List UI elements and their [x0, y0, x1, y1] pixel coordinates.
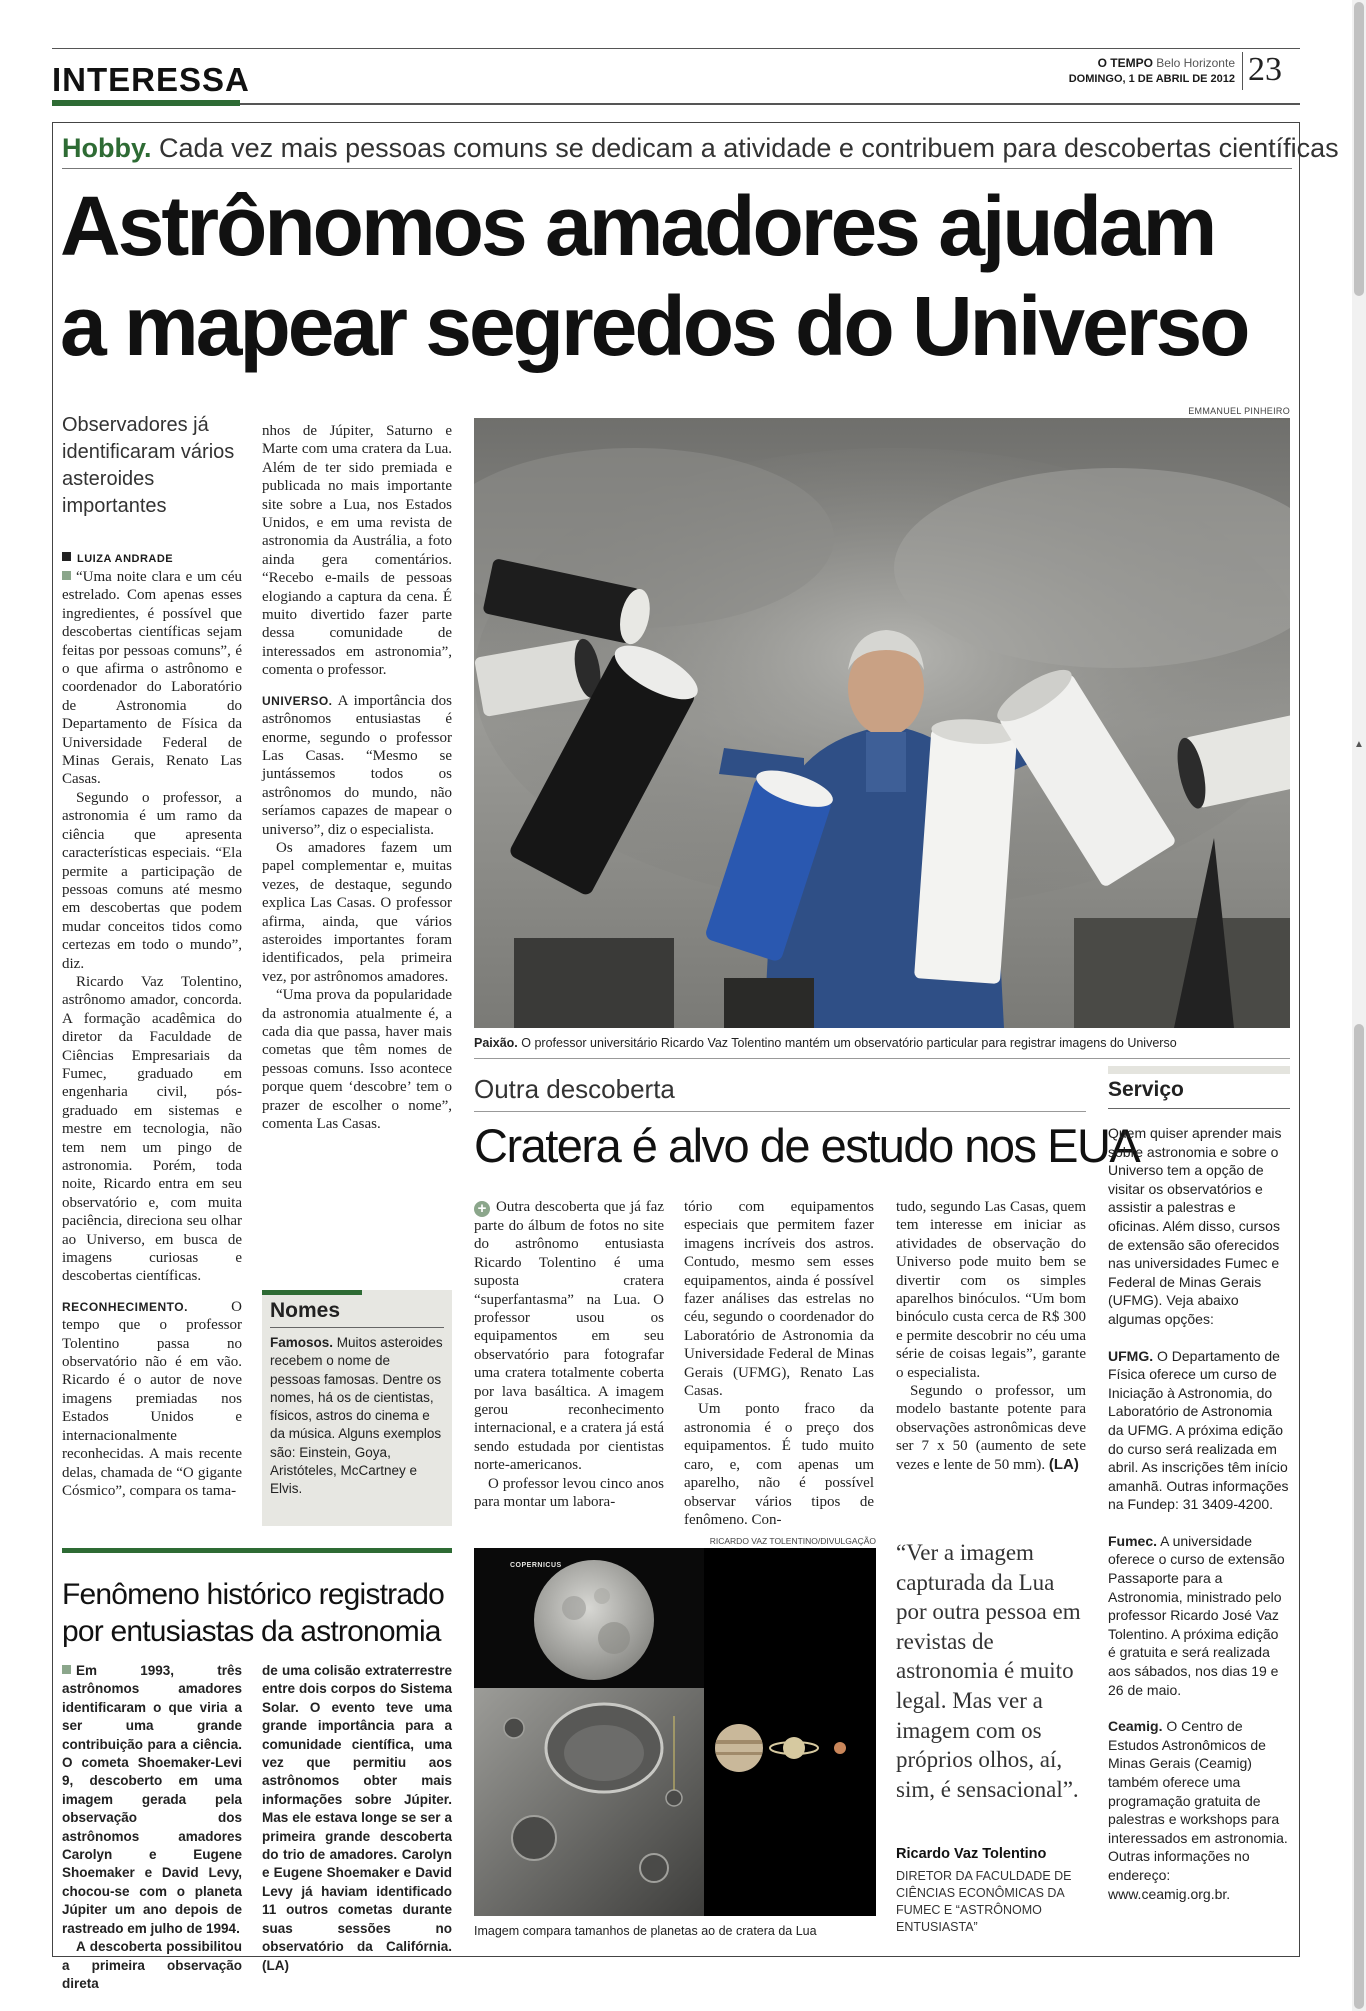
moon-planets-image	[474, 1548, 876, 1916]
pull-quote: “Ver a imagem capturada da Lua por outra pessoa em revistas de astronomia é muito legal. Mas ver a imagem com os próprios olhos, aí, sim, é sensacional”.	[896, 1540, 1081, 1802]
moon-image-caption: Imagem compara tamanhos de planetas ao de cratera da Lua	[474, 1924, 817, 1938]
main-col1-para-1: “Uma noite clara e um céu estrelado. Com apenas esses ingredientes, é possível que descobertas científicas sejam feitas por pessoas comuns”, é o que afirma o astrônomo e coordenador do Laboratório de Astronomia do Departamento de Física da Universidade Federal de Minas Gerais, Renato Las Casas.	[62, 569, 242, 788]
historic-col1-para-2: A descoberta possibilitou a primeira observação direta	[62, 1939, 242, 1991]
caption-text: O professor universitário Ricardo Vaz Tolentino mantém um observatório particular para registrar imagens do Universo	[521, 1036, 1177, 1050]
page-number-divider	[1242, 52, 1243, 90]
lead-square	[62, 571, 71, 580]
scroll-caret-icon[interactable]: ▲	[1354, 739, 1364, 750]
crater-col3-para-1: tudo, segundo Las Casas, quem tem interesse em iniciar as atividades de observação do Universo pode muito bem se divertir com os simples aparelhos binóculos. “Um bom binóculo custa cerca de R$ 300 e permite descobrir no céu uma série de coisas legais”, garante o especialista.	[896, 1199, 1086, 1381]
subhead-kicker: Hobby.	[62, 133, 152, 163]
header-rule	[240, 103, 1300, 105]
moon-planets-graphic	[474, 1548, 876, 1916]
moon-image-label: COPERNICUS	[510, 1562, 562, 1569]
top-rule	[52, 48, 1300, 49]
quote-role: DIRETOR DA FACULDADE DE CIÊNCIAS ECONÔMICAS DA FUMEC E “ASTRÔNOMO ENTUSIASTA”	[896, 1869, 1072, 1934]
crater-col1-para-2: O professor levou cinco anos para montar um labora-	[474, 1475, 664, 1511]
moon-image-credit: RICARDO VAZ TOLENTINO/DIVULGAÇÃO	[709, 1536, 876, 1546]
main-col1-para-2: Segundo o professor, a astronomia é um ramo da ciência que apresenta características especiais. “Ela permite a participação de pessoas comuns até mesmo em descobertas que podem mudar conceitos tidos como certezas em todo o mundo”, diz.	[62, 789, 242, 972]
crater-column-2	[684, 1198, 874, 1529]
main-column-2	[262, 422, 452, 1133]
crater-column-1	[474, 1198, 664, 1512]
city: Belo Horizonte	[1156, 56, 1235, 70]
telescopes-photo	[474, 418, 1290, 1028]
quote-name: Ricardo Vaz Tolentino	[896, 1846, 1047, 1862]
main-headline	[60, 176, 1292, 376]
saturn	[783, 1737, 805, 1759]
historic-column-1	[62, 1662, 242, 1993]
nomes-kicker: Famosos.	[270, 1335, 334, 1350]
main-col2-para-3: Os amadores fazem um papel complementar e, muitas vezes, de destaque, segundo explica Las Casas. O professor afirma, ainda, que vários asteroides importantes foram identificados, pela primeira vez, por astrônomos amadores.	[262, 839, 452, 985]
page-number: 23	[1248, 51, 1282, 88]
historic-headline-line-2: por entusiastas da astronomia	[62, 1615, 441, 1648]
crater-headline: Cratera é alvo de estudo nos EUA	[474, 1119, 1140, 1172]
main-column-1	[62, 568, 242, 1500]
main-headline-line-2: a mapear segredos do Universo	[60, 279, 1248, 373]
paper-name: O TEMPO	[1097, 56, 1153, 70]
plus-icon: +	[474, 1201, 490, 1217]
servico-item-ufmg: UFMG. O Departamento de Física oferece um curso de Iniciação à Astronomia, do Laboratório de Astronomia da UFMG. A próxima edição do curso será realizada em abril. As inscrições têm início amanhã. Outras informações na Fundep: 31 3409-4200.	[1108, 1347, 1289, 1513]
historic-headline	[62, 1576, 462, 1650]
servico-item-name: Fumec.	[1108, 1532, 1158, 1549]
main-col2-para-2: UNIVERSO. A importância dos astrônomos entusiastas é enorme, segundo o professor Las Casas. “Mesmo se juntássemos todos os astrônomos do mundo, não seríamos capazes de mapear o universo”, diz o especialista.	[262, 692, 452, 838]
servico-title: Serviço	[1108, 1078, 1184, 1101]
full-moon	[534, 1560, 654, 1680]
edition-date: DOMINGO, 1 DE ABRIL DE 2012	[1068, 73, 1235, 85]
photo-credit: EMMANUEL PINHEIRO	[1188, 406, 1290, 416]
deck: Observadores já identificaram vários asteroides importantes	[62, 414, 235, 517]
crater-kicker-rule	[474, 1111, 1086, 1112]
nomes-box	[262, 1290, 452, 1526]
servico-intro: Quem quiser aprender mais sobre astronomia e sobre o Universo tem a opção de visitar os observatórios e assistir a palestras e oficinas. Além disso, cursos de extensão são oferecidos nas universidades Fumec e Federal de Minas Gerais (UFMG). Veja abaixo algumas opções:	[1108, 1125, 1282, 1327]
runin-universo: UNIVERSO.	[262, 693, 333, 708]
crater-column-3	[896, 1198, 1086, 1474]
scrollbar-thumb-lower[interactable]	[1354, 1024, 1364, 2009]
servico-body	[1108, 1124, 1290, 1921]
subhead-rule	[62, 168, 1292, 169]
byline	[62, 552, 173, 565]
scrollbar-thumb-upper[interactable]	[1354, 2, 1364, 296]
byline-square	[62, 552, 71, 561]
nomes-title: Nomes	[270, 1299, 341, 1322]
subhead-text: Cada vez mais pessoas comuns se dedicam a atividade e contribuem para descobertas científicas	[159, 133, 1339, 163]
runin-reconhecimento: RECONHECIMENTO.	[62, 1299, 188, 1314]
section-accent-bar	[52, 100, 240, 106]
nomes-text: Famosos. Muitos asteroides recebem o nome de pessoas famosas. Dentre os nomes, há os de cientistas, físicos, astros do cinema e da música. Alguns exemplos são: Einstein, Goya, Aristóteles, McCartney e Elvis.	[270, 1335, 443, 1497]
servico-rule	[1108, 1108, 1290, 1109]
main-headline-line-1: Astrônomos amadores ajudam	[60, 179, 1215, 273]
servico-item-fumec: Fumec. A universidade oferece o curso de extensão Passaporte para a Astronomia, ministrado pelo professor Ricardo José Vaz Tolentino. A próxima edição é gratuita e será realizada aos sábados, nos dias 19 e 26 de maio.	[1108, 1532, 1285, 1698]
servico-accent	[1108, 1066, 1290, 1074]
section-title: INTERESSA	[52, 61, 250, 98]
main-col2-para-4: “Uma prova da popularidade da astronomia atualmente é, a cada dia que passa, haver mais cometas que têm nomes de pessoas comuns. Isso acontece porque quem ‘descobre’ tem o prazer de escolher o nome”, comenta Las Casas.	[262, 987, 452, 1133]
main-col1-para-4: RECONHECIMENTO. O tempo que o professor Tolentino passa no observatório não é em vão. Ricardo é o autor de nove imagens premiadas nos Estados Unidos e internacionalmente reconhecidas. A mais recente delas, chamada de “O gigante Cósmico”, compara os tama-	[62, 1298, 242, 1499]
servico-item-name: Ceamig.	[1108, 1718, 1163, 1735]
jupiter	[715, 1724, 763, 1772]
historic-column-2: de uma colisão extraterrestre entre dois corpos do Sistema Solar. O evento teve uma grande importância para a comunidade científica, uma vez que permitiu aos astrônomos obter mais informações sobre Júpiter. Mas ele estava longe se ser a primeira grande descoberta do trio de amadores. Carolyn e Eugene Shoemaker e David Levy já haviam identificado 11 outros cometas durante suas sessões no observatório da Califórnia. (LA)	[262, 1663, 452, 1973]
historic-accent	[62, 1548, 452, 1553]
servico-item-name: UFMG.	[1108, 1347, 1154, 1364]
crater-sign: (LA)	[1048, 1455, 1079, 1473]
crater-col1-para-1: + Outra descoberta que já faz parte do álbum de fotos no site do astrônomo entusiasta Ricardo Tolentino é uma suposta cratera “superfantasma” na Lua. O professor usou os equipamentos em seu observatório para fotografar uma cratera totalmente coberta por lava basáltica. A imagem gerou reconhecimento internacional, e a cratera já está sendo estudada por cientistas norte-americanos.	[474, 1199, 664, 1474]
mars	[834, 1742, 846, 1754]
servico-item-ceamig: Ceamig. O Centro de Estudos Astronômicos de Minas Gerais (Ceamig) também oferece uma programação gratuita de palestras e workshops para interessados em astronomia. Outras informações no endereço: www.ceamig.org.br.	[1108, 1718, 1288, 1902]
photo-caption	[474, 1036, 1290, 1050]
byline-text: LUIZA ANDRADE	[77, 553, 174, 565]
main-photo	[474, 418, 1290, 1028]
historic-headline-line-1: Fenômeno histórico registrado	[62, 1578, 445, 1611]
subhead	[62, 130, 1339, 166]
historic-col1-para-1: Em 1993, três astrônomos amadores identificaram o que viria a ser uma grande contribuição para a ciência. O cometa Shoemaker-Levi 9, descoberto em uma imagem gerada pela observação dos astrônomos amadores Carolyn e Eugene Shoemaker e David Levy, chocou-se com o planeta Júpiter um ano depois de rastreado em julho de 1994.	[62, 1663, 242, 1936]
crater-col2-para-1: tório com equipamentos especiais que permitem fazer imagens incríveis dos astros. Contudo, mesmo sem esses equipamentos, ainda é possível fazer análises das estrelas no céu, segundo o coordenador do Laboratório de Astronomia da Universidade Federal de Minas Gerais (UFMG), Renato Las Casas.	[684, 1199, 874, 1400]
crater-kicker: Outra descoberta	[474, 1074, 675, 1104]
historic-square	[62, 1665, 71, 1674]
crater-col2-para-2: Um ponto fraco da astronomia é o preço dos equipamentos. É tudo muito caro, e, com apenas um aparelho, não é possível observar vários tipos de fenômeno. Con-	[684, 1401, 874, 1528]
crater-col3-para-2: Segundo o professor, um modelo bastante potente para observações astronômicas deve ser 7 x 50 (aumento de sete vezes e lente de 50 mm). (LA)	[896, 1383, 1086, 1473]
masthead-info	[1060, 56, 1235, 87]
main-col2-para-1: nhos de Júpiter, Saturno e Marte com uma cratera da Lua. Além de ter sido premiada e publicada no mais importante site sobre a Lua, nos Estados Unidos, e em uma revista de astronomia da Austrália, a foto ainda gera comentários. “Recebo e-mails de pessoas elogiando a captura da cena. É muito divertido fazer parte dessa comunidade de interessados em astronomia”, comenta o professor.	[262, 423, 452, 679]
caption-kicker: Paixão.	[474, 1036, 518, 1050]
telescope-white-center	[914, 717, 1018, 984]
caption-rule	[474, 1058, 1290, 1059]
main-col1-para-3: Ricardo Vaz Tolentino, astrônomo amador, concorda. A formação acadêmica do diretor da Faculdade de Ciências Empresariais da Fumec, graduado em engenharia civil, pós-graduado em sistemas e mestre em tecnologia, não tem nem um pingo de astronomia. Porém, toda noite, Ricardo entra em seu observatório e, com muita paciência, direciona seu olhar ao Universo, em busca de imagens curiosas e descobertas científicas.	[62, 973, 242, 1285]
